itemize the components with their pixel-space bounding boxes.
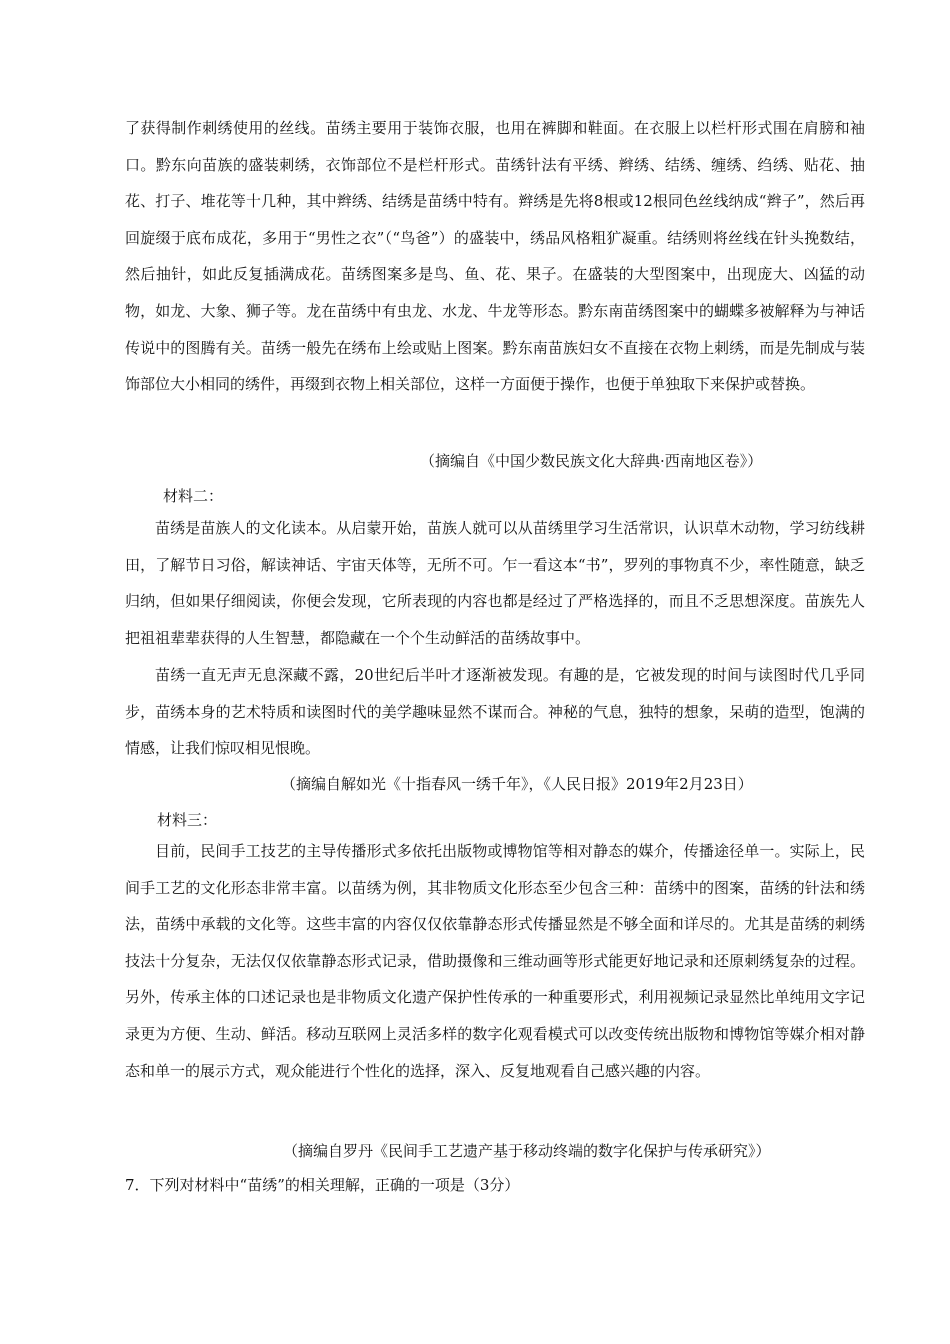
material3-paragraph-1: 目前，民间手工技艺的主导传播形式多依托出版物或博物馆等相对静态的媒介，传播途径单一。实际上，民间手工艺的文化形态非常丰富。以苗绣为例，其非物质文化形态至少包含三种：苗绣中的图案，苗绣的针法和绣法，苗绣中承载的文化等。这些丰富的内容仅仅依靠静态形式传播显然是不够全面和详尽的。尤其是苗绣的刺绣技法十分复杂，无法仅仅依靠静态形式记录，借助摄像和三维动画等形式能更好地记录和还原刺绣复杂的过程。另外，传承主体的口述记录也是非物质文化遗产保护性传承的一种重要形式，利用视频记录显然比单纯用文字记录更为方便、生动、鲜活。移动互联网上灵活多样的数字化观看模式可以改变传统出版物和博物馆等媒介相对静态和单一的展示方式，观众能进行个性化的选择，深入、反复地观看自己感兴趣的内容。: [125, 842, 865, 1080]
material1-source: （摘编自《中国少数民族文化大辞典·西南地区卷》）: [420, 452, 763, 470]
question-7: 7．下列对材料中“苗绣”的相关理解，正确的一项是（3分）: [125, 1176, 520, 1194]
material2-paragraph-1: 苗绣是苗族人的文化读本。从启蒙开始，苗族人就可以从苗绣里学习生活常识，认识草木动物，学习纺线耕田，了解节日习俗，解读神话、宇宙天体等，无所不可。乍一看这本“书”，罗列的事物真不少，率性随意，缺乏归纳，但如果仔细阅读，你便会发现，它所表现的内容也都是经过了严格选择的，而且不乏思想深度。苗族先人把祖祖辈辈获得的人生智慧，都隐藏在一个个生动鲜活的苗绣故事中。: [125, 519, 865, 647]
material1-paragraph: 了获得制作刺绣使用的丝线。苗绣主要用于装饰衣服，也用在裤脚和鞋面。在衣服上以栏杆形式围在肩膀和袖口。黔东向苗族的盛装刺绣，衣饰部位不是栏杆形式。苗绣针法有平绣、辫绣、结绣、缠绣、绉绣、贴花、抽花、打子、堆花等十几种，其中辫绣、结绣是苗绣中特有。辫绣是先将8根或12根同色丝线纳成“辫子”，然后再回旋缀于底布成花，多用于“男性之衣”（“鸟爸”）的盛装中，绣品风格粗犷凝重。结绣则将丝线在针头挽数结，然后抽针，如此反复插满成花。苗绣图案多是鸟、鱼、花、果子。在盛装的大型图案中，出现庞大、凶猛的动物，如龙、大象、狮子等。龙在苗绣中有虫龙、水龙、牛龙等形态。黔东南苗绣图案中的蝴蝶多被解释为与神话传说中的图腾有关。苗绣一般先在绣布上绘或贴上图案。黔东南苗族妇女不直接在衣物上刺绣，而是先制成与装饰部位大小相同的绣件，再缀到衣物上相关部位，这样一方面便于操作，也便于单独取下来保护或替换。: [125, 119, 865, 394]
material2-paragraph-2: 苗绣一直无声无息深藏不露，20世纪后半叶才逐渐被发现。有趣的是，它被发现的时间与读图时代几乎同步，苗绣本身的艺术特质和读图时代的美学趣味显然不谋而合。神秘的气息，独特的想象，呆萌的造型，饱满的情感，让我们惊叹相见恨晚。: [125, 666, 865, 758]
material2-label: 材料二：: [163, 487, 224, 505]
material3-label: 材料三：: [157, 811, 218, 829]
material2-source: （摘编自解如光《十指春风一绣千年》，《人民日报》2019年2月23日）: [281, 775, 753, 793]
material3-source: （摘编自罗丹《民间手工艺遗产基于移动终端的数字化保护与传承研究》）: [283, 1142, 771, 1160]
